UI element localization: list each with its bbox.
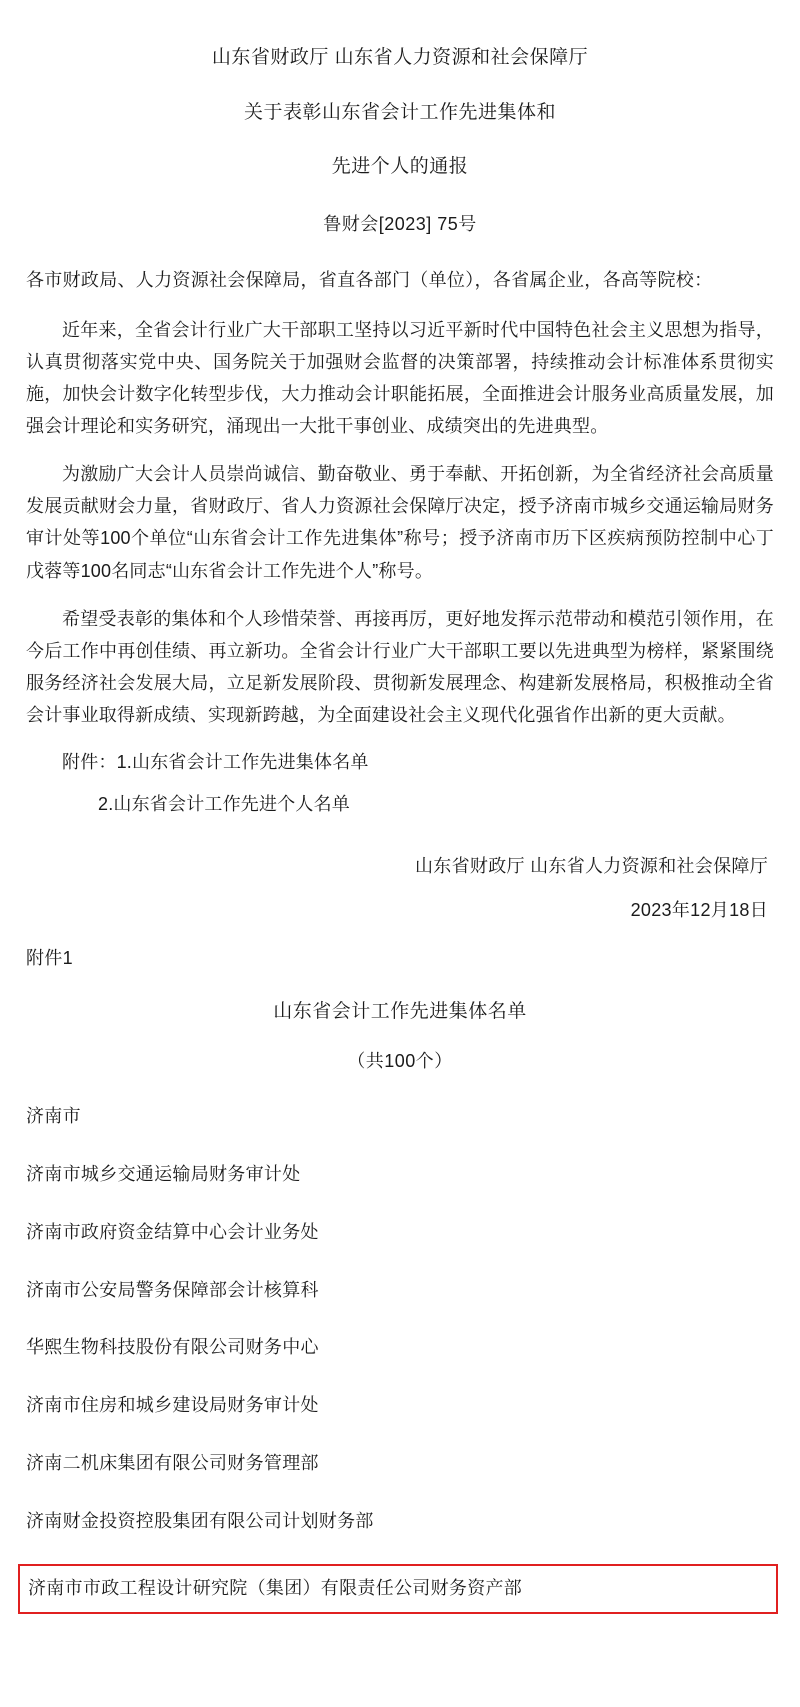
attachment-subtitle: （共100个） (347, 1050, 453, 1071)
awarded-collectives-list (26, 1101, 774, 1614)
list-item: 华熙生物科技股份有限公司财务中心 (26, 1337, 319, 1358)
list-item: 济南市住房和城乡建设局财务审计处 (26, 1395, 319, 1416)
document-title-line-3: 先进个人的通报 (331, 156, 469, 177)
addressee-line: 各市财政局、人力资源社会保障局，省直各部门（单位），各省属企业，各高等院校： (26, 269, 713, 290)
document-number: 鲁财会[2023] 75号 (323, 213, 477, 234)
attachment-reference-2: 2.山东省会计工作先进个人名单 (98, 794, 351, 815)
document-title-line-2: 关于表彰山东省会计工作先进集体和 (243, 101, 556, 123)
list-item: 济南财金投资控股集团有限公司计划财务部 (26, 1511, 374, 1532)
issuer-signature: 山东省财政厅 山东省人力资源和社会保障厅 (415, 855, 768, 876)
list-item: 济南二机床集团有限公司财务管理部 (26, 1453, 319, 1474)
body-paragraph-3: 希望受表彰的集体和个人珍惜荣誉、再接再厉，更好地发挥示范带动和模范引领作用，在今后工作中再创佳绩、再立新功。全省会计行业广大干部职工要以先进典型为榜样，紧紧围绕服务经济社会发展大局，立足新发展阶段、贯彻新发展理念、构建新发展格局，积极推动全省会计事业取得新成绩、实现新跨越，为全面建设社会主义现代化强省作出新的更大贡献。 (26, 608, 774, 725)
body-paragraph-1: 近年来，全省会计行业广大干部职工坚持以习近平新时代中国特色社会主义思想为指导，认真贯彻落实党中央、国务院关于加强财会监督的决策部署，持续推动会计标准体系贯彻实施，加快会计数字化转型步伐，大力推动会计职能拓展，全面推进会计服务业高质量发展，加强会计理论和实务研究，涌现出一大批干事创业、成绩突出的先进典型。 (26, 320, 774, 437)
attachment-label: 附件1 (26, 947, 73, 968)
document-title-line-1: 山东省财政厅 山东省人力资源和社会保障厅 (211, 47, 589, 68)
list-item: 济南市 (26, 1105, 81, 1126)
list-item: 济南市政府资金结算中心会计业务处 (26, 1221, 319, 1242)
issue-date: 2023年12月18日 (630, 899, 768, 920)
list-item-highlighted: 济南市市政工程设计研究院（集团）有限责任公司财务资产部 (18, 1564, 778, 1614)
attachment-title: 山东省会计工作先进集体名单 (273, 1000, 527, 1022)
body-paragraph-2: 为激励广大会计人员崇尚诚信、勤奋敬业、勇于奉献、开拓创新，为全省经济社会高质量发展贡献财会力量，省财政厅、省人力资源社会保障厅决定，授予济南市城乡交通运输局财务审计处等100个单位“山东省会计工作先进集体”称号；授予济南市历下区疾病预防控制中心丁戊蓉等100名同志“山东省会计工作先进个人”称号。 (26, 464, 774, 581)
list-item: 济南市公安局警务保障部会计核算科 (26, 1279, 319, 1300)
attachment-reference-1: 附件：1.山东省会计工作先进集体名单 (62, 751, 369, 772)
list-item: 济南市城乡交通运输局财务审计处 (26, 1163, 301, 1184)
